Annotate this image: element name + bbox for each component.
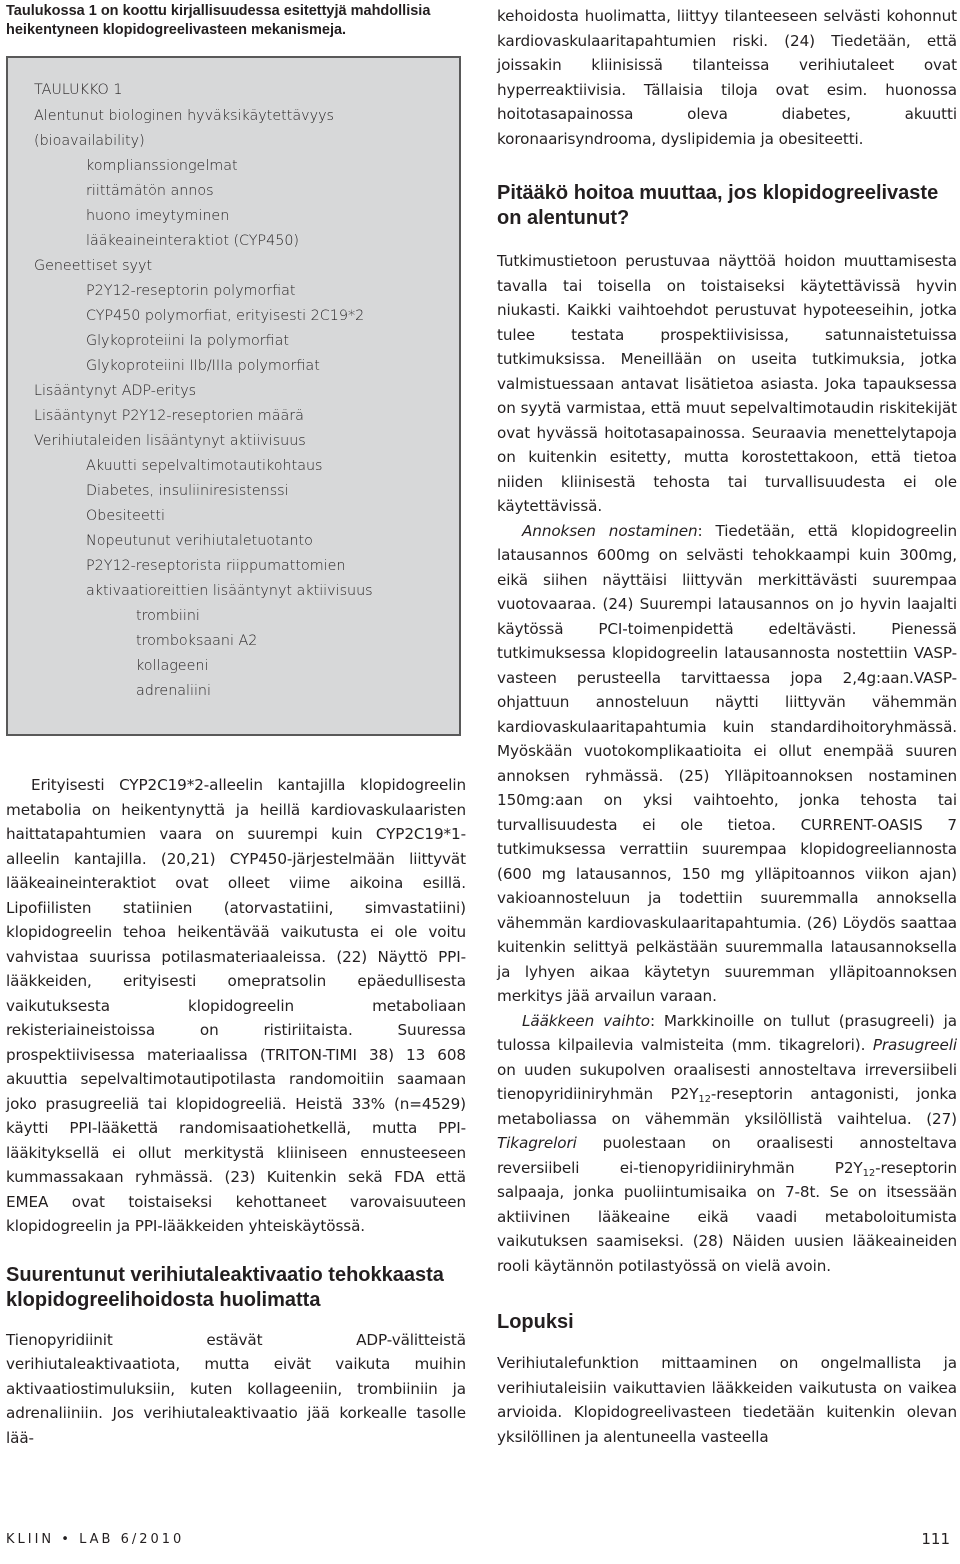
table-line: Verihiutaleiden lisääntynyt aktiivisuus	[34, 433, 306, 449]
left-paragraph-2: Tienopyridiinit estävät ADP-välitteistä verihiutaleaktivaatiota, mutta eivät vaikuta muihin aktivaatiostimuluksiin, kuten kollageeniin, trombiiniin ja adrenaliiniin. Jos verihiutaleaktivaatio jää korkealle tasolle lää-	[6, 1330, 466, 1447]
table-line: Glykoproteiini Ia polymorfiat	[86, 333, 290, 349]
right-paragraph-3	[497, 1009, 957, 1279]
table-line: Geneettiset syyt	[34, 258, 153, 274]
left-section-heading: Suurentunut verihiutaleaktivaatio tehokkaasta klopidogreelihoidosta huolimatta	[6, 1263, 444, 1311]
right-p3-part: -reseptorin salpaaja, jonka puoliintumisaika on 7-8t. Se on itsessään aktiivinen lääkeaine eikä vaadi metaboloitumista vaikutuksen saamiseksi. (28) Näiden uusien lääkeaineiden rooli käytännön potilastyössä on vielä avoin.	[497, 1158, 957, 1275]
table-1-box	[6, 56, 461, 736]
right-p2-body: : Tiedetään, että klopidogreelin latausannos 600mg on selvästi tehokkaampi kuin 300mg, eikä siihen näyttäisi liittyvän merkittävästi suurempaa vuotovaaraa. (24) Suurempi latausannos on jo hyvin laajalti käytössä PCI-toimenpidettä edeltävästi. Pienessä tutkimuksessa klopidogreelin latausannosta nostettiin VASP-vasteen perusteella tarvittaessa jopa 2,4g:aan.VASP-ohjattuun annosteluun näytti liittyvän vähemmän kardiovaskulaaritapahtumia kuin standardihoitoryhmässä. Myöskään vuotokomplikaatioita ei ollut enempää suuren annoksen ryhmässä. (25) Ylläpitoannoksen nostaminen 150mg:aan on yksi vaihtoehto, jonka tehosta tai turvallisuudesta ei ole tietoa. CURRENT-OASIS 7 tutkimuksessa verrattiin suurempaa klopidogreeliannosta (600 mg latausannos, 150 mg ylläpitoannos viikon ajan) vakioannosteluun ja todettiin suuremmalla annoksella vähemmän kardiovaskulaaritapahtumia. (26) Löydös saattaa kuitenkin selittyä pelkästään suuremmalla latausannoksella ja lyhyen aikaa käytetyn suuremman ylläpitoannoksen merkitys jää arvailun varaan.	[497, 521, 957, 1005]
table-line: adrenaliini	[136, 683, 211, 699]
table-line: aktivaatioreittien lisääntynyt aktiivisuus	[86, 583, 373, 599]
left-paragraph-1: Erityisesti CYP2C19*2-alleelin kantajilla klopidogreelin metabolia on heikentynyttä ja heillä kardiovaskulaaristen haittatapahtumien vaara on suurempi kuin CYP2C19*1-alleelin kantajilla. (20,21) CYP450-järjestelmään liittyvät lääkeaineinteraktiot ovat olleet viime aikoina esillä. Lipofiilisten statiinien (atorvastatiini, simvastatiini) klopidogreelin tehoa heikentävää vaikutusta ei ole voitu vahvistaa suurissa potilasmateriaaleissa. (22) Näyttö PPI-lääkkeiden, erityisesti omepratsolin epäedullisesta vaikutuksesta klopidogreelin metaboliaan rekisteriaineistoissa on ristiriitaista. Suuressa prospektiivisessa materiaalissa (TRITON-TIMI 38) 13 608 akuuttia sepelvaltimotautipotilasta randomoitiin saamaan joko prasugreeliä tai klopidogreeliä. Heistä 33% (n=4529) käytti PPI-lääkettä randomisaatiohetkellä, mutta PPI-lääkityksellä ei ollut merkitystä kliiniseen ennusteeseen kummassakaan ryhmässä. (23) Kuitenkin sekä FDA että EMEA ovat toistaiseksi kehottaneet varovaisuuteen klopidogreelin ja PPI-lääkkeiden yhteiskäytössä.	[6, 776, 466, 1235]
right-p3-part: -reseptorin antagonisti, jonka metaboliassa on vähemmän yksilöllistä vaihtelua. (27)	[497, 1085, 957, 1128]
right-p2-lead: Annoksen nostaminen	[522, 521, 698, 540]
table-line: lääkeaineinteraktiot (CYP450)	[86, 233, 300, 249]
right-paragraph-1: Tutkimustietoon perustuvaa näyttöä hoidon muuttamisesta tavalla tai toisella on toistaiseksi käytettävissä hyvin niukasti. Kaikki vaihtoehdot perustuvat hypoteeseihin, jotka tulee testata prospektiivisissa, satunnaistetuissa tutkimuksissa. Meneillään on useita tutkimuksia, jotka valmistuessaan antavat lisätietoa asiasta. Joka tapauksessa on syytä varmistaa, että muut sepelvaltimotaudin riskitekijät ovat hyvässä hoitotasapainossa. Seuraavia menettelytapoja on kuitenkin esitetty, mutta korostettakoon, että tietoa niiden kliinisestä tehosta tai turvallisuudesta ei ole käytettävissä.	[497, 252, 957, 515]
intro-text: Taulukossa 1 on koottu kirjallisuudessa esitettyjä mahdollisia heikentyneen klopidogreelivasteen mekanismeja.	[6, 3, 431, 38]
right-p3-sub: 12	[862, 1167, 876, 1179]
table-line: tromboksaani A2	[136, 633, 258, 649]
right-heading-1: Pitääkö hoitoa muuttaa, jos klopidogreelivaste on alentunut?	[497, 182, 939, 229]
table-line: P2Y12-reseptorista riippumattomien	[86, 558, 346, 574]
right-paragraph-0: kehoidosta huolimatta, liittyy tilanteeseen selvästi kohonnut kardiovaskulaaritapahtumien riski. (24) Tiedetään, että joissakin kliinisissä tilanteissa verihiutaleet ovat hyperreaktiivisia. Tällaisia tiloja ovat esim. huonossa hoitotasapainossa oleva diabetes, akuutti koronaarisyndrooma, dyslipidemia ja obesiteetti.	[497, 7, 957, 148]
right-p3-sub: 12	[698, 1094, 711, 1105]
table-line: kollageeni	[136, 658, 209, 674]
table-line: komplianssiongelmat	[86, 158, 238, 174]
table-line: riittämätön annos	[86, 183, 214, 199]
footer-brand: KLIIN • LAB 6/2010	[6, 1532, 185, 1547]
table-title: TAULUKKO 1	[34, 82, 123, 98]
table-line: Lisääntynyt ADP-eritys	[34, 383, 197, 399]
right-p3-lead: Lääkkeen vaihto	[522, 1011, 650, 1030]
right-p3-italic: Prasugreeli	[872, 1036, 957, 1054]
table-line: huono imeytyminen	[86, 208, 230, 224]
right-column	[497, 4, 957, 1449]
table-line: P2Y12-reseptorin polymorfiat	[86, 283, 296, 299]
right-paragraph-2	[497, 519, 957, 1009]
page-number: 111	[921, 1530, 950, 1548]
table-line: CYP450 polymorfiat, erityisesti 2C19*2	[86, 308, 365, 324]
right-heading-2: Lopuksi	[497, 1311, 574, 1333]
table-line: Glykoproteiini IIb/IIIa polymorfiat	[86, 358, 320, 374]
table-line: (bioavailability)	[34, 133, 145, 149]
table-line: Diabetes, insuliiniresistenssi	[86, 483, 289, 499]
table-line: Lisääntynyt P2Y12-reseptorien määrä	[34, 408, 304, 424]
right-p3-part: : Markkinoille on tullut (prasugreeli) ja tulossa kilpailevia valmisteita (mm. tikagrelori).	[497, 1011, 957, 1054]
left-column-lower	[6, 773, 466, 1450]
right-paragraph-4: Verihiutalefunktion mittaaminen on ongelmallista ja verihiutaleisiin vaikuttavien lääkkeiden vaikutusta on vaikea arvioida. Klopidogreelivasteen tiedetään kuitenkin olevan yksilöllinen ja alentuneella vasteella	[497, 1354, 957, 1446]
right-p3-part: on uuden sukupolven oraalisesti annosteltava irreversiibeli tienopyridiiniryhmän P2Y	[497, 1060, 957, 1103]
table-line: Nopeutunut verihiutaletuotanto	[86, 533, 313, 549]
right-p3-italic: Tikagrelori	[497, 1134, 577, 1152]
table-line: Alentunut biologinen hyväksikäytettävyys	[34, 108, 334, 124]
right-p3-part: puolestaan on oraalisesti annosteltava reversiibeli ei-tienopyridiiniryhmän P2Y	[497, 1134, 957, 1177]
table-line: Akuutti sepelvaltimotautikohtaus	[86, 458, 323, 474]
table-line: Obesiteetti	[86, 508, 165, 524]
table-line: trombiini	[136, 608, 200, 624]
